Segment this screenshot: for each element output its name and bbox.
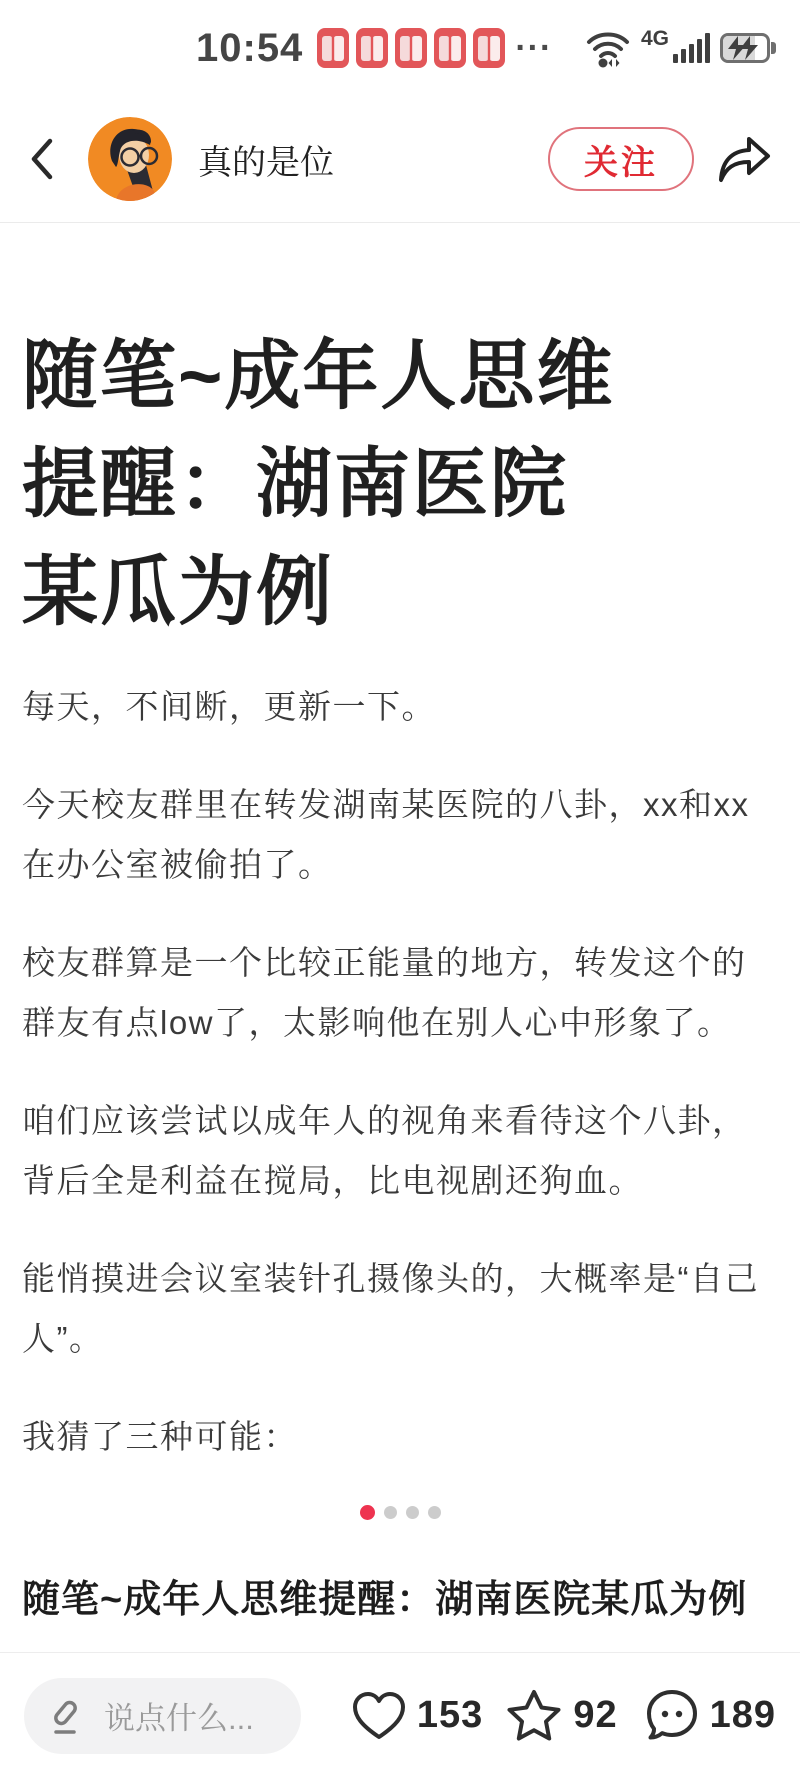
post-paragraph: 每天，不间断，更新一下。	[22, 688, 436, 725]
avatar[interactable]	[88, 117, 172, 201]
carousel-dot	[406, 1506, 419, 1519]
carousel-dot-active	[360, 1505, 375, 1520]
red-book-notification-icon	[317, 28, 349, 68]
favorite-button[interactable]	[505, 1688, 617, 1744]
carousel-dot	[384, 1506, 397, 1519]
back-button[interactable]	[26, 135, 66, 183]
heart-icon	[351, 1690, 407, 1742]
post-paragraph: 咱们应该尝试以成年人的视角来看待这个八卦，背后全是利益在搅局，比电视剧还狗血。	[22, 1102, 747, 1199]
network-type-label: 4G	[640, 27, 669, 50]
pencil-icon	[50, 1694, 90, 1738]
post-title	[22, 323, 778, 647]
battery-charging-icon	[720, 33, 776, 63]
red-book-notification-icon	[395, 28, 427, 68]
chevron-left-icon	[26, 135, 56, 183]
note-title-caption: 随笔~成年人思维提醒：湖南医院某瓜为例	[22, 1579, 748, 1621]
comment-input[interactable]	[24, 1678, 301, 1754]
post-content	[0, 323, 800, 1467]
bottom-action-bar	[0, 1652, 800, 1778]
post-body	[22, 677, 778, 1467]
red-book-notification-icon	[434, 28, 466, 68]
clock: 10:54	[196, 25, 304, 70]
comment-bubble-icon	[644, 1688, 700, 1744]
red-book-notification-icon	[356, 28, 388, 68]
like-button[interactable]	[351, 1690, 483, 1742]
nav-bar	[0, 96, 800, 222]
post-paragraph: 今天校友群里在转发湖南某医院的八卦，xx和xx在办公室被偷拍了。	[22, 786, 750, 883]
more-notifications-ellipsis: ···	[515, 29, 553, 67]
comment-button[interactable]	[644, 1688, 776, 1744]
favorite-count: 92	[573, 1694, 618, 1736]
carousel-page-indicator	[0, 1505, 800, 1520]
post-title-line: 随笔~成年人思维	[22, 334, 615, 419]
notification-icons	[317, 28, 505, 68]
star-icon	[505, 1688, 563, 1744]
nav-divider	[0, 222, 800, 223]
post-paragraph: 校友群算是一个比较正能量的地方，转发这个的群友有点low了，太影响他在别人心中形象了。	[22, 944, 747, 1041]
comment-count: 189	[709, 1694, 776, 1736]
post-paragraph: 能悄摸进会议室装针孔摄像头的，大概率是“自己人”。	[22, 1260, 759, 1357]
share-icon[interactable]	[716, 131, 774, 187]
post-title-line: 提醒：湖南医院	[22, 442, 568, 527]
red-book-notification-icon	[473, 28, 505, 68]
like-count: 153	[416, 1694, 484, 1736]
author-username[interactable]: 真的是位	[198, 143, 334, 182]
wifi-icon	[585, 28, 631, 68]
comment-placeholder: 说点什么...	[104, 1701, 254, 1736]
status-bar	[0, 0, 800, 96]
post-paragraph: 我猜了三种可能：	[22, 1418, 298, 1455]
follow-button[interactable]: 关注	[548, 127, 694, 191]
post-title-line: 某瓜为例	[22, 550, 334, 635]
carousel-dot	[428, 1506, 441, 1519]
cellular-signal-icon	[640, 27, 710, 63]
